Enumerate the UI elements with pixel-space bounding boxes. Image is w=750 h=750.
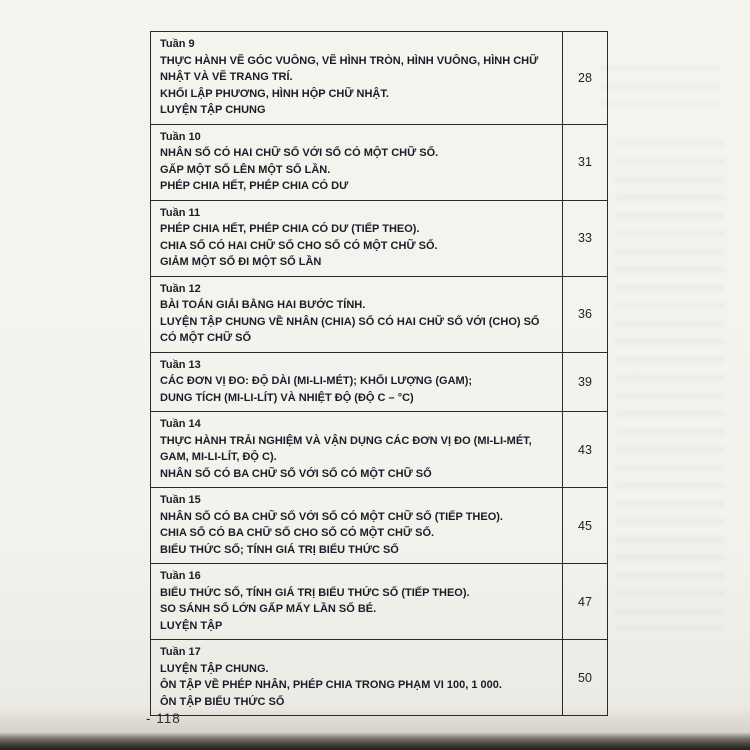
lesson-line: CHIA SỐ CÓ HAI CHỮ SỐ CHO SỐ CÓ MỘT CHỮ SỐ.	[160, 239, 438, 252]
table-row	[151, 353, 607, 413]
page-number-cell: 28	[562, 32, 607, 124]
lesson-line: ÔN TẬP BIỂU THỨC SỐ	[160, 695, 285, 708]
lesson-cell	[151, 125, 562, 200]
page-number-cell: 43	[562, 412, 607, 487]
lesson-cell	[151, 412, 562, 487]
lesson-line: CÁC ĐƠN VỊ ĐO: ĐỘ DÀI (MI-LI-MÉT); KHỐI LƯỢNG (GAM);	[160, 375, 473, 387]
lesson-cell	[151, 353, 562, 412]
week-label: Tuần 9	[160, 38, 195, 50]
lesson-cell	[151, 564, 562, 639]
week-label: Tuần 12	[160, 282, 201, 295]
lesson-line: THỰC HÀNH TRẢI NGHIỆM VÀ VẬN DỤNG CÁC ĐƠN VỊ ĐO (MI-LI-MÉT, GAM, MI-LI-LÍT, ĐỘ C).	[160, 434, 532, 463]
lesson-line: BIỂU THỨC SỐ, TÍNH GIÁ TRỊ BIỂU THỨC SỐ (TIẾP THEO).	[160, 586, 470, 599]
lesson-line: BIỂU THỨC SỐ; TÍNH GIÁ TRỊ BIỂU THỨC SỐ	[160, 543, 399, 556]
table-row	[151, 125, 607, 201]
lesson-line: BÀI TOÁN GIẢI BẰNG HAI BƯỚC TÍNH.	[160, 299, 366, 311]
table-row	[151, 640, 607, 715]
week-label: Tuần 13	[160, 358, 201, 371]
lesson-line: SO SÁNH SỐ LỚN GẤP MẤY LẦN SỐ BÉ.	[160, 603, 377, 615]
lesson-line: LUYỆN TẬP CHUNG.	[160, 662, 269, 675]
print-bleed-through	[600, 55, 720, 105]
lesson-cell	[151, 32, 562, 124]
lesson-line: KHỐI LẬP PHƯƠNG, HÌNH HỘP CHỮ NHẬT.	[160, 87, 389, 100]
lesson-line: NHÂN SỐ CÓ BA CHỮ SỐ VỚI SỐ CÓ MỘT CHỮ SỐ	[160, 467, 432, 480]
table-row	[151, 412, 607, 488]
lesson-line: THỰC HÀNH VẼ GÓC VUÔNG, VẼ HÌNH TRÒN, HÌNH VUÔNG, HÌNH CHỮ NHẬT VÀ VẼ TRANG TRÍ.	[160, 54, 539, 83]
lesson-line: NHÂN SỐ CÓ BA CHỮ SỐ VỚI SỐ CÓ MỘT CHỮ SỐ (TIẾP THEO).	[160, 510, 503, 523]
lesson-cell	[151, 488, 562, 563]
week-label: Tuần 17	[160, 646, 201, 658]
lesson-cell	[151, 277, 562, 352]
table-row	[151, 32, 607, 125]
lesson-line: ÔN TẬP VỀ PHÉP NHÂN, PHÉP CHIA TRONG PHẠM VI 100, 1 000.	[160, 679, 502, 691]
lesson-line: LUYỆN TẬP CHUNG	[160, 104, 266, 116]
photo-bottom-edge	[0, 732, 750, 750]
page-number-cell: 45	[562, 488, 607, 563]
table-of-contents	[150, 31, 608, 716]
week-label: Tuần 16	[160, 570, 201, 582]
page-number-cell: 33	[562, 201, 607, 276]
week-label: Tuần 10	[160, 130, 201, 143]
table-row	[151, 277, 607, 353]
table-row	[151, 201, 607, 277]
table-row	[151, 488, 607, 564]
lesson-line: GẤP MỘT SỐ LÊN MỘT SỐ LẦN.	[160, 163, 331, 176]
lesson-cell	[151, 640, 562, 715]
week-label: Tuần 15	[160, 494, 201, 506]
page-number-cell: 36	[562, 277, 607, 352]
lesson-line: CHIA SỐ CÓ BA CHỮ SỐ CHO SỐ CÓ MỘT CHỮ SỐ.	[160, 527, 435, 539]
lesson-line: NHÂN SỐ CÓ HAI CHỮ SỐ VỚI SỐ CÓ MỘT CHỮ SỐ.	[160, 147, 439, 159]
lesson-line: DUNG TÍCH (MI-LI-LÍT) VÀ NHIỆT ĐỘ (ĐỘ C – °C)	[160, 391, 414, 404]
table-row	[151, 564, 607, 640]
week-label: Tuần 14	[160, 418, 201, 430]
footer-page-number: - 118	[146, 711, 181, 726]
page-number-cell: 31	[562, 125, 607, 200]
lesson-line: PHÉP CHIA HẾT, PHÉP CHIA CÓ DƯ	[160, 180, 349, 192]
page-number-cell: 50	[562, 640, 607, 715]
print-bleed-through	[615, 130, 725, 630]
lesson-line: LUYỆN TẬP CHUNG VỀ NHÂN (CHIA) SỐ CÓ HAI CHỮ SỐ VỚI (CHO) SỐ CÓ MỘT CHỮ SỐ	[160, 315, 540, 344]
page-number-cell: 39	[562, 353, 607, 412]
lesson-cell	[151, 201, 562, 276]
lesson-line: LUYỆN TẬP	[160, 619, 223, 632]
week-label: Tuần 11	[160, 206, 201, 219]
page-number-cell: 47	[562, 564, 607, 639]
lesson-line: GIẢM MỘT SỐ ĐI MỘT SỐ LẦN	[160, 256, 322, 268]
lesson-line: PHÉP CHIA HẾT, PHÉP CHIA CÓ DƯ (TIẾP THEO).	[160, 223, 420, 235]
